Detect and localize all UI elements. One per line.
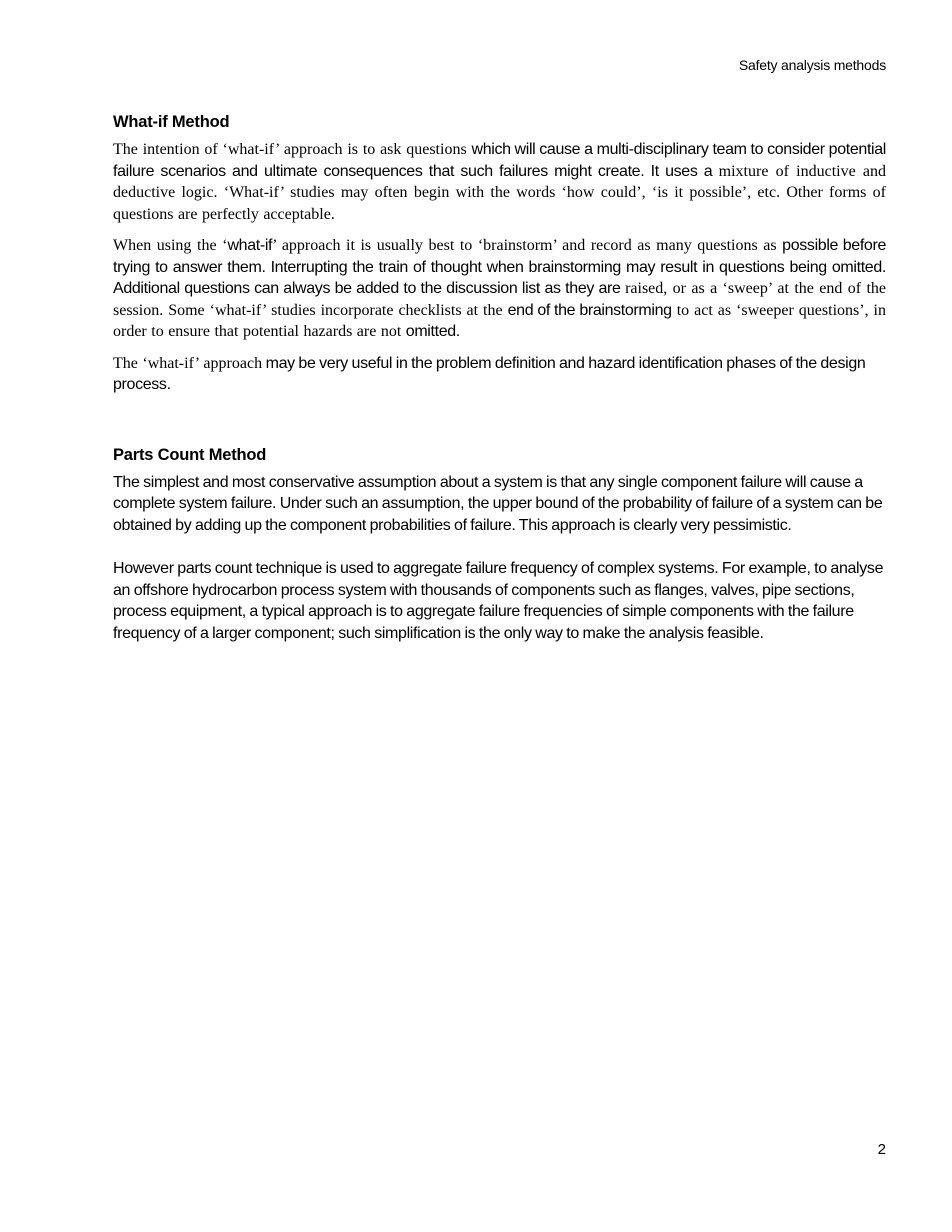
what-if-paragraph-1 <box>113 139 886 225</box>
text-run: mixture of inductive and deductive logic. ‘What-if’ studies may often begin with the words ‘how could’, ‘is it possible’, etc. Other forms of questions are perfectly acceptable. <box>113 162 887 223</box>
what-if-paragraph-3 <box>113 353 886 396</box>
text-run: raised, or as a ‘sweep’ at the end of the session. Some ‘what-if’ studies incorporate checklists at the <box>113 280 887 319</box>
section-heading-parts-count: Parts Count Method <box>113 445 267 464</box>
text-run: to act as ‘sweeper questions’, in order to ensure that potential hazards are not <box>113 301 886 340</box>
section-heading-what-if: What-if Method <box>113 113 230 131</box>
running-header: Safety analysis methods <box>738 57 886 73</box>
text-run: The intention of ‘what-if’ approach is to ask questions <box>113 141 472 158</box>
text-run: which will cause a multi-disciplinary team to consider potential failure scenarios and ultimate consequences that such failures might create. It uses a <box>113 141 886 180</box>
text-run: omitted. <box>405 323 460 340</box>
text-run: may be very useful in the problem definition and hazard identification phases of the design process. <box>113 354 866 393</box>
text-run: ’ approach it is usually best to ‘brainstorm’ and record as many questions as <box>272 237 783 254</box>
text-run: what-if <box>227 237 273 254</box>
text-run: The ‘what-if’ approach <box>113 354 263 372</box>
text-run: When using the ‘ <box>113 237 228 254</box>
page-content <box>113 113 886 654</box>
text-run: possible before trying to answer them. Interrupting the train of thought when brainstorming may result in questions being omitted. Additional questions can always be added to the discussion list as they are <box>113 237 886 297</box>
text-run: end of the brainstorming <box>507 301 672 319</box>
page-number: 2 <box>877 1141 886 1158</box>
parts-count-paragraph-2: However parts count technique is used to aggregate failure frequency of complex systems. For example, to analyse an offshore hydrocarbon process system with thousands of components such as flanges, valves, pipe sections, process equipment, a typical approach is to aggregate failure frequencies of simple components with the failure frequency of a larger component; such simplification is the only way to make the analysis feasible. <box>113 560 884 642</box>
parts-count-paragraph-1: The simplest and most conservative assumption about a system is that any single component failure will cause a complete system failure. Under such an assumption, the upper bound of the probability of failure of a system can be obtained by adding up the component probabilities of failure. This approach is clearly very pessimistic. <box>113 473 883 534</box>
what-if-paragraph-2 <box>113 235 886 343</box>
